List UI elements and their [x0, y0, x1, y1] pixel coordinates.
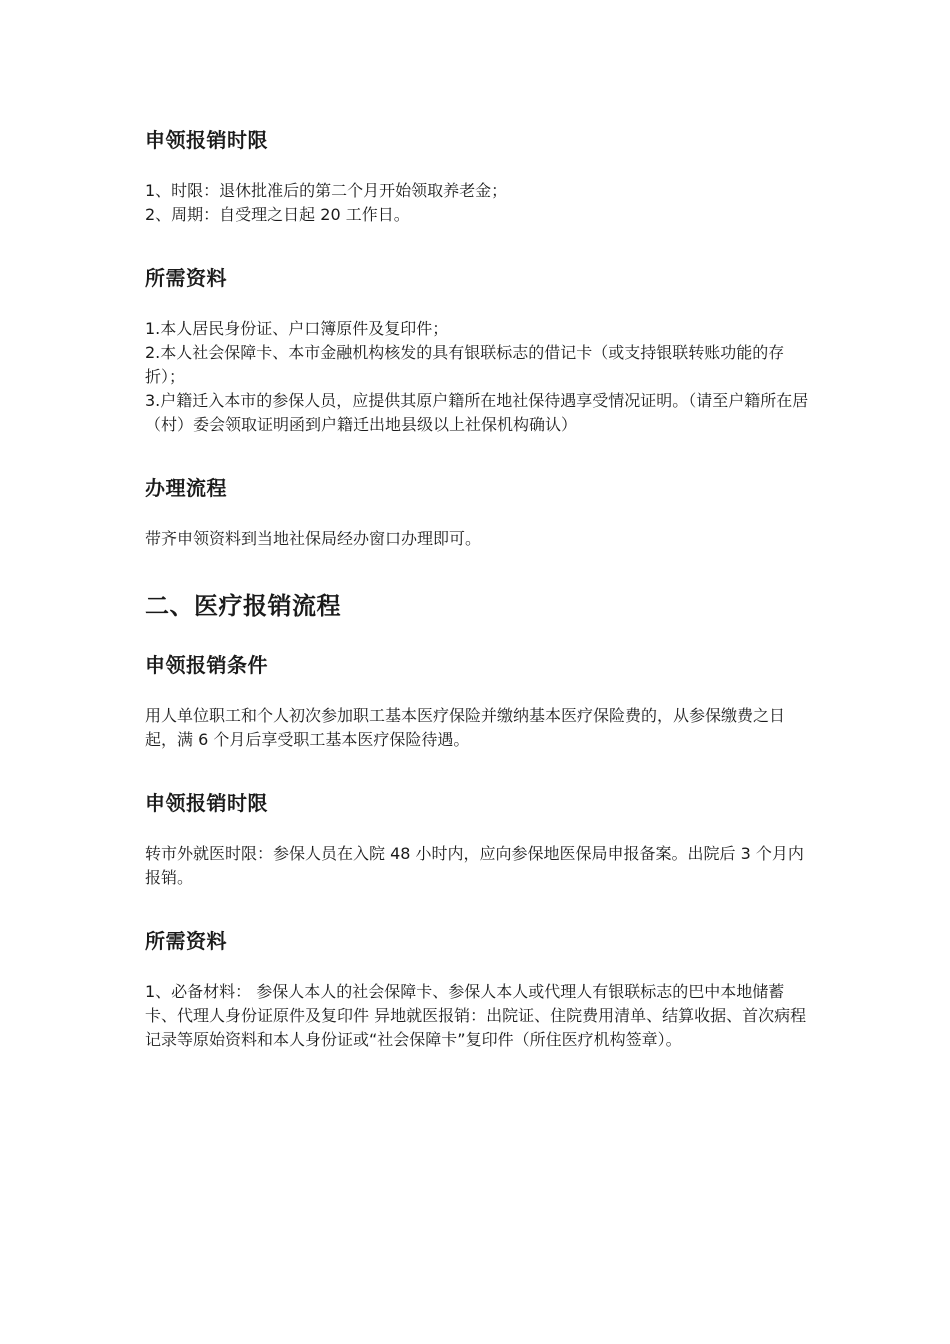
- heading-claim-time-limit: 申领报销时限: [145, 128, 268, 152]
- section-medical-materials: [145, 927, 810, 1052]
- section-claim-conditions: [145, 651, 810, 752]
- list-item: 1、时限：退休批准后的第二个月开始领取养老金；: [145, 181, 508, 200]
- section-procedure: [145, 474, 810, 551]
- chapter-medical-reimbursement: [145, 589, 810, 623]
- section-required-materials: [145, 264, 810, 437]
- list-required-materials: [145, 317, 810, 437]
- list-item: 1.本人居民身份证、户口簿原件及复印件；: [145, 319, 449, 338]
- list-claim-time-limit: [145, 179, 810, 227]
- heading-claim-conditions: 申领报销条件: [145, 653, 268, 677]
- list-item: 3.户籍迁入本市的参保人员，应提供其原户籍所在地社保待遇享受情况证明。（请至户籍所在居（村）委会领取证明函到户籍迁出地县级以上社保机构确认）: [145, 391, 809, 434]
- paragraph-claim-conditions: 用人单位职工和个人初次参加职工基本医疗保险并缴纳基本医疗保险费的，从参保缴费之日起，满 6 个月后享受职工基本医疗保险待遇。: [145, 706, 786, 749]
- document-content: [145, 112, 810, 1052]
- paragraph-medical-time-limit: 转市外就医时限：参保人员在入院 48 小时内，应向参保地医保局申报备案。出院后 3 个月内报销。: [145, 844, 804, 887]
- chapter-title: 二、医疗报销流程: [145, 592, 341, 620]
- list-item: 2、周期：自受理之日起 20 工作日。: [145, 205, 410, 224]
- heading-medical-time-limit: 申领报销时限: [145, 791, 268, 815]
- section-claim-time-limit: [145, 126, 810, 227]
- heading-medical-materials: 所需资料: [145, 929, 227, 953]
- paragraph-medical-materials: 1、必备材料： 参保人本人的社会保障卡、参保人本人或代理人有银联标志的巴中本地储蓄卡、代理人身份证原件及复印件 异地就医报销：出院证、住院费用清单、结算收据、首次病程记录等原始资料和本人身份证或“社会保障卡”复印件（所住医疗机构签章）。: [145, 982, 807, 1049]
- list-item: 2.本人社会保障卡、本市金融机构核发的具有银联标志的借记卡（或支持银联转账功能的存折）；: [145, 343, 785, 386]
- paragraph-procedure: 带齐申领资料到当地社保局经办窗口办理即可。: [145, 529, 482, 548]
- heading-procedure: 办理流程: [145, 476, 227, 500]
- section-medical-time-limit: [145, 789, 810, 890]
- heading-required-materials: 所需资料: [145, 266, 227, 290]
